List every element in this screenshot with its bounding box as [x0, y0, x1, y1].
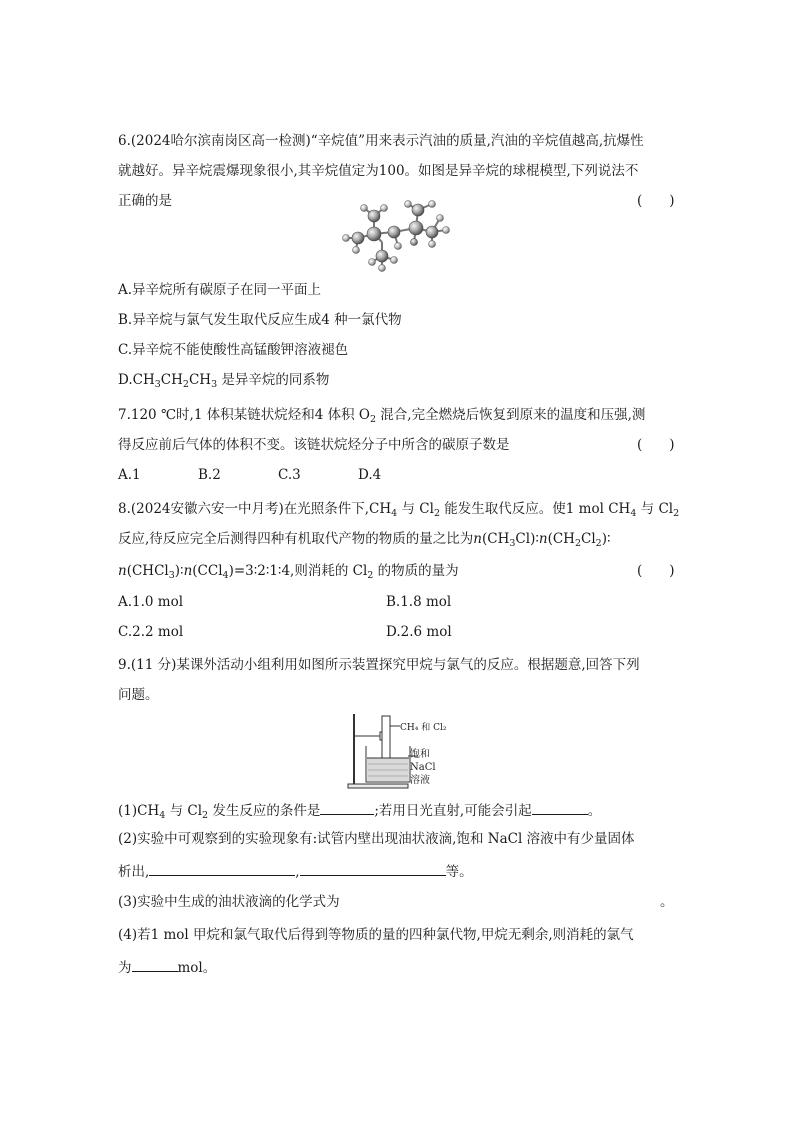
- q9-blank-condition[interactable]: [320, 800, 374, 815]
- apparatus-label-gas: CH₄ 和 Cl₂: [400, 723, 447, 733]
- q6-option-a[interactable]: A.异辛烷所有碳原子在同一平面上: [118, 282, 322, 298]
- q9-part-4-line-1: (4)若1 mol 甲烷和氯气取代后得到等物质的量的四种氯代物,甲烷无剩余,则消耗的氯气: [118, 927, 634, 943]
- apparatus-label-saturated: 饱和: [410, 749, 430, 760]
- q9-blank-consequence[interactable]: [532, 800, 588, 815]
- q9-blank-phenomenon-1[interactable]: [149, 861, 295, 876]
- q6-option-d[interactable]: $D.CH_3CH_2CH_3$ 是异辛烷的同系物: [118, 372, 330, 390]
- q9-blank-chlorine-amount[interactable]: [132, 957, 178, 972]
- q9-part-2-line-1: (2)实验中可观察到的实验现象有:试管内壁出现油状液滴,饱和 NaCl 溶液中有少量固体: [118, 831, 635, 847]
- q6-option-b[interactable]: B.异辛烷与氯气发生取代反应生成4 种一氯代物: [118, 312, 402, 328]
- q8-option-a[interactable]: A.1.0 mol: [118, 594, 184, 610]
- q6-line-3: 正确的是: [118, 193, 172, 209]
- q7-answer-paren[interactable]: ( ): [637, 437, 675, 453]
- q8-option-c[interactable]: C.2.2 mol: [118, 624, 184, 640]
- q8-line-2: 反应,待反应完全后测得四种有机取代产物的物质的量之比为$n(CH_3Cl)∶n(CH_2Cl_2)∶$: [118, 531, 611, 549]
- q7-option-a[interactable]: A.1: [118, 467, 141, 483]
- apparatus-label-nacl: NaCl: [410, 762, 436, 773]
- q9-part-3: (3)实验中生成的油状液滴的化学式为: [118, 894, 340, 910]
- q8-line-3: n(CHCl$_3$)∶n(CCl$_4$)=3∶2∶1∶4,则消耗的 $Cl_2$ 的物质的量为: [118, 563, 459, 581]
- q8-option-d[interactable]: D.2.6 mol: [386, 624, 452, 640]
- q6-line-1: 6.(2024哈尔滨南岗区高一检测)“辛烷值”用来表示汽油的质量,汽油的辛烷值越高,抗爆性: [118, 133, 644, 149]
- q6-line-2: 就越好。异辛烷震爆现象很小,其辛烷值定为100。如图是异辛烷的球棍模型,下列说法不: [118, 163, 639, 179]
- q8-option-b[interactable]: B.1.8 mol: [386, 594, 452, 610]
- q9-blank-phenomenon-2[interactable]: [300, 861, 446, 876]
- q9-line-1: 9.(11 分)某课外活动小组利用如图所示装置探究甲烷与氯气的反应。根据题意,回答下列: [118, 657, 640, 673]
- q9-part-4-line-2: 为 mol。: [118, 957, 216, 977]
- q9-blank-formula[interactable]: [360, 895, 650, 909]
- q7-option-c[interactable]: C.3: [278, 467, 301, 483]
- q9-part-2-line-2: 析出, , 等。: [118, 861, 473, 881]
- q9-part-3-end: 。: [660, 894, 674, 910]
- q8-answer-paren[interactable]: ( ): [637, 563, 675, 579]
- q7-line-2: 得反应前后气体的体积不变。该链状烷烃分子中所含的碳原子数是: [118, 437, 510, 453]
- q9-part-1: $(1)CH_4$ 与 $Cl_2$ 发生反应的条件是 ;若用日光直射,可能会引起 。: [118, 800, 601, 825]
- q7-line-1: 7.120 ℃时,1 体积某链状烷烃和4 体积 $O_2$ 混合,完全燃烧后恢复到原来的温度和压强,测: [118, 407, 646, 425]
- isooctane-ball-stick-model: [336, 198, 460, 272]
- q6-answer-paren[interactable]: ( ): [637, 193, 675, 209]
- apparatus-label-solution: 溶液: [410, 775, 430, 786]
- q8-line-1: 8.(2024安徽六安一中月考)在光照条件下$,CH_4$ 与 $Cl_2$ 能发生取代反应。使1 mol $CH_4$ 与 $Cl_2$: [118, 501, 680, 519]
- methane-chlorine-apparatus: [344, 712, 460, 794]
- q7-option-b[interactable]: B.2: [198, 467, 221, 483]
- q6-option-c[interactable]: C.异辛烷不能使酸性高锰酸钾溶液褪色: [118, 342, 349, 358]
- q7-option-d[interactable]: D.4: [358, 467, 382, 483]
- q9-line-2: 问题。: [118, 687, 159, 703]
